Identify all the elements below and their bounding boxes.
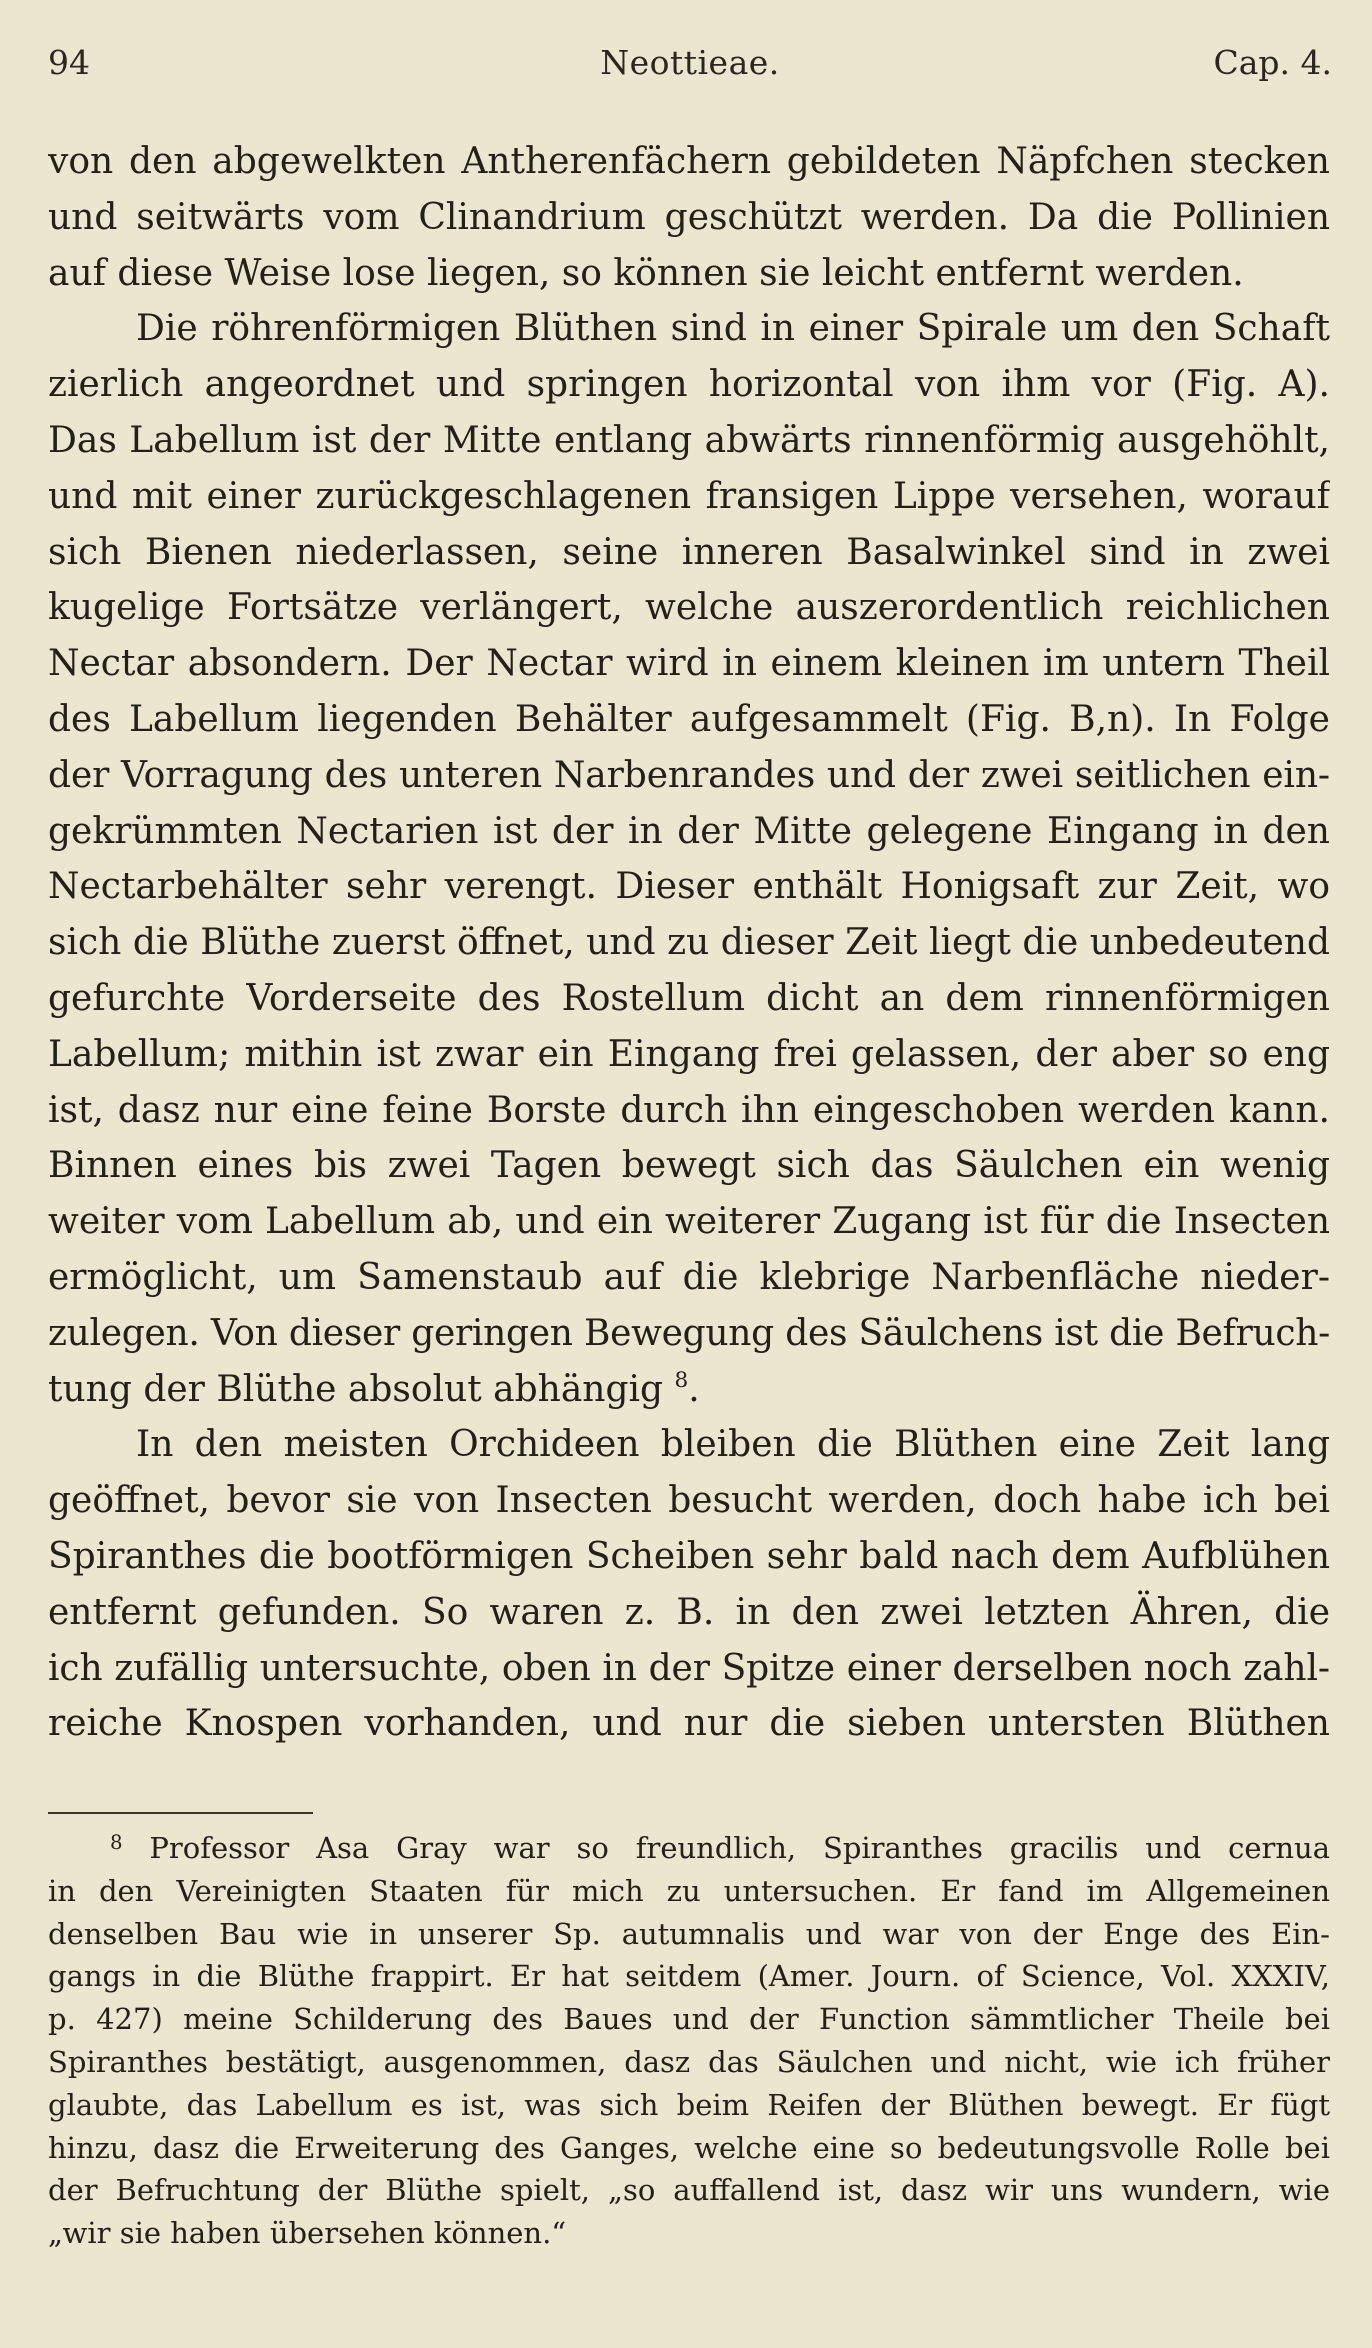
footnote-line: p. 427) meine Schilderung des Baues und der Function sämmtlicher Theile bei bbox=[48, 2002, 1330, 2037]
text-line: gefurchte Vorderseite des Rostellum dicht an dem rinnenförmigen bbox=[48, 977, 1330, 1019]
footnote-line: gangs in die Blüthe frappirt. Er hat seitdem (Amer. Journ. of Science, Vol. XXXIV, bbox=[48, 1959, 1330, 1994]
footnote-reference: 8 bbox=[674, 1367, 689, 1393]
text-line: entfernt gefunden. So waren z. B. in den zwei letzten Ähren, die bbox=[48, 1591, 1330, 1633]
footnote-line: in den Vereinigten Staaten für mich zu untersuchen. Er fand im Allgemeinen bbox=[48, 1873, 1330, 1908]
footnote-line: Professor Asa Gray war so freundlich, Spiranthes gracilis und cernua bbox=[149, 1831, 1330, 1865]
footnote-line: glaubte, das Labellum es ist, was sich beim Reifen der Blüthen bewegt. Er fügt bbox=[48, 2087, 1330, 2122]
text-line: In den meisten Orchideen bleiben die Blüthen eine Zeit lang bbox=[136, 1424, 1330, 1466]
footnote-line: „wir sie haben übersehen können.“ bbox=[48, 2216, 567, 2251]
text-line: Nectar absondern. Der Nectar wird in einem kleinen im untern Theil bbox=[48, 643, 1330, 685]
text-line: Das Labellum ist der Mitte entlang abwärts rinnenförmig ausgehöhlt, bbox=[48, 419, 1330, 461]
text-line: ist, dasz nur eine feine Borste durch ihn eingeschoben werden kann. bbox=[48, 1089, 1330, 1131]
text-line: Binnen eines bis zwei Tagen bewegt sich das Säulchen ein wenig bbox=[48, 1145, 1330, 1187]
text-line: des Labellum liegenden Behälter aufgesammelt (Fig. B,n). In Folge bbox=[48, 698, 1330, 740]
text-line: gekrümmten Nectarien ist der in der Mitte gelegene Eingang in den bbox=[48, 810, 1330, 852]
text-line: ich zufällig untersuchte, oben in der Spitze einer derselben noch zahl- bbox=[48, 1647, 1330, 1689]
text-line: Die röhrenförmigen Blüthen sind in einer Spirale um den Schaft bbox=[136, 308, 1330, 350]
text-line: zulegen. Von dieser geringen Bewegung des Säulchens ist die Befruch- bbox=[48, 1312, 1330, 1354]
text-line: und mit einer zurückgeschlagenen fransigen Lippe versehen, worauf bbox=[48, 475, 1330, 517]
text-line: weiter vom Labellum ab, und ein weiterer Zugang ist für die Insecten bbox=[48, 1201, 1330, 1243]
text-line: zierlich angeordnet und springen horizontal von ihm vor (Fig. A). bbox=[48, 364, 1330, 406]
text-line: Nectarbehälter sehr verengt. Dieser enthält Honigsaft zur Zeit, wo bbox=[48, 866, 1330, 908]
main-text bbox=[48, 134, 1330, 1752]
text-line: tung der Blüthe absolut abhängig bbox=[48, 1368, 664, 1410]
text-line: geöffnet, bevor sie von Insecten besucht werden, doch habe ich bei bbox=[48, 1480, 1330, 1522]
text-line: sich Bienen niederlassen, seine inneren Basalwinkel sind in zwei bbox=[48, 531, 1330, 573]
running-header bbox=[48, 38, 1332, 88]
text-line: Labellum; mithin ist zwar ein Eingang frei gelassen, der aber so eng bbox=[48, 1033, 1330, 1075]
text-line: von den abgewelkten Antherenfächern gebildeten Näpfchen stecken bbox=[48, 141, 1330, 182]
footnote-first-line bbox=[48, 1827, 1330, 1870]
text-line: und seitwärts vom Clinandrium geschützt werden. Da die Pollinien bbox=[48, 196, 1330, 238]
page-number: 94 bbox=[48, 43, 90, 82]
chapter-label: Cap. 4. bbox=[1213, 43, 1332, 82]
text-line: reiche Knospen vorhanden, und nur die sieben untersten Blüthen bbox=[48, 1703, 1330, 1745]
footnote-line: denselben Bau wie in unserer Sp. autumnalis und war von der Enge des Ein- bbox=[48, 1916, 1330, 1951]
text-line: kugelige Fortsätze verlängert, welche auszerordentlich reichlichen bbox=[48, 587, 1330, 629]
footnote-divider bbox=[48, 1812, 313, 1814]
text-line: auf diese Weise lose liegen, so können sie leicht entfernt werden. bbox=[48, 252, 1244, 294]
text-line-with-footnote-ref: tung der Blüthe absolut abhängig $^8$. bbox=[48, 1367, 700, 1410]
footnote-line: der Befruchtung der Blüthe spielt, „so auffallend ist, dasz wir uns wundern, wie bbox=[48, 2173, 1330, 2208]
text-line: sich die Blüthe zuerst öffnet, und zu dieser Zeit liegt die unbedeutend bbox=[48, 922, 1330, 964]
footnote-line: hinzu, dasz die Erweiterung des Ganges, welche eine so bedeutungsvolle Rolle bei bbox=[48, 2130, 1330, 2165]
footnote-block bbox=[48, 1827, 1330, 2255]
text-line: ermöglicht, um Samenstaub auf die klebrige Narbenfläche nieder- bbox=[48, 1256, 1330, 1298]
text-line: Spiranthes die bootförmigen Scheiben sehr bald nach dem Aufblühen bbox=[48, 1535, 1330, 1577]
text-line: der Vorragung des unteren Narbenrandes und der zwei seitlichen ein- bbox=[48, 754, 1330, 796]
running-title: Neottieae. bbox=[600, 43, 780, 82]
footnote-marker: 8 bbox=[110, 1831, 123, 1855]
footnote-line: Spiranthes bestätigt, ausgenommen, dasz das Säulchen und nicht, wie ich früher bbox=[48, 2044, 1330, 2079]
